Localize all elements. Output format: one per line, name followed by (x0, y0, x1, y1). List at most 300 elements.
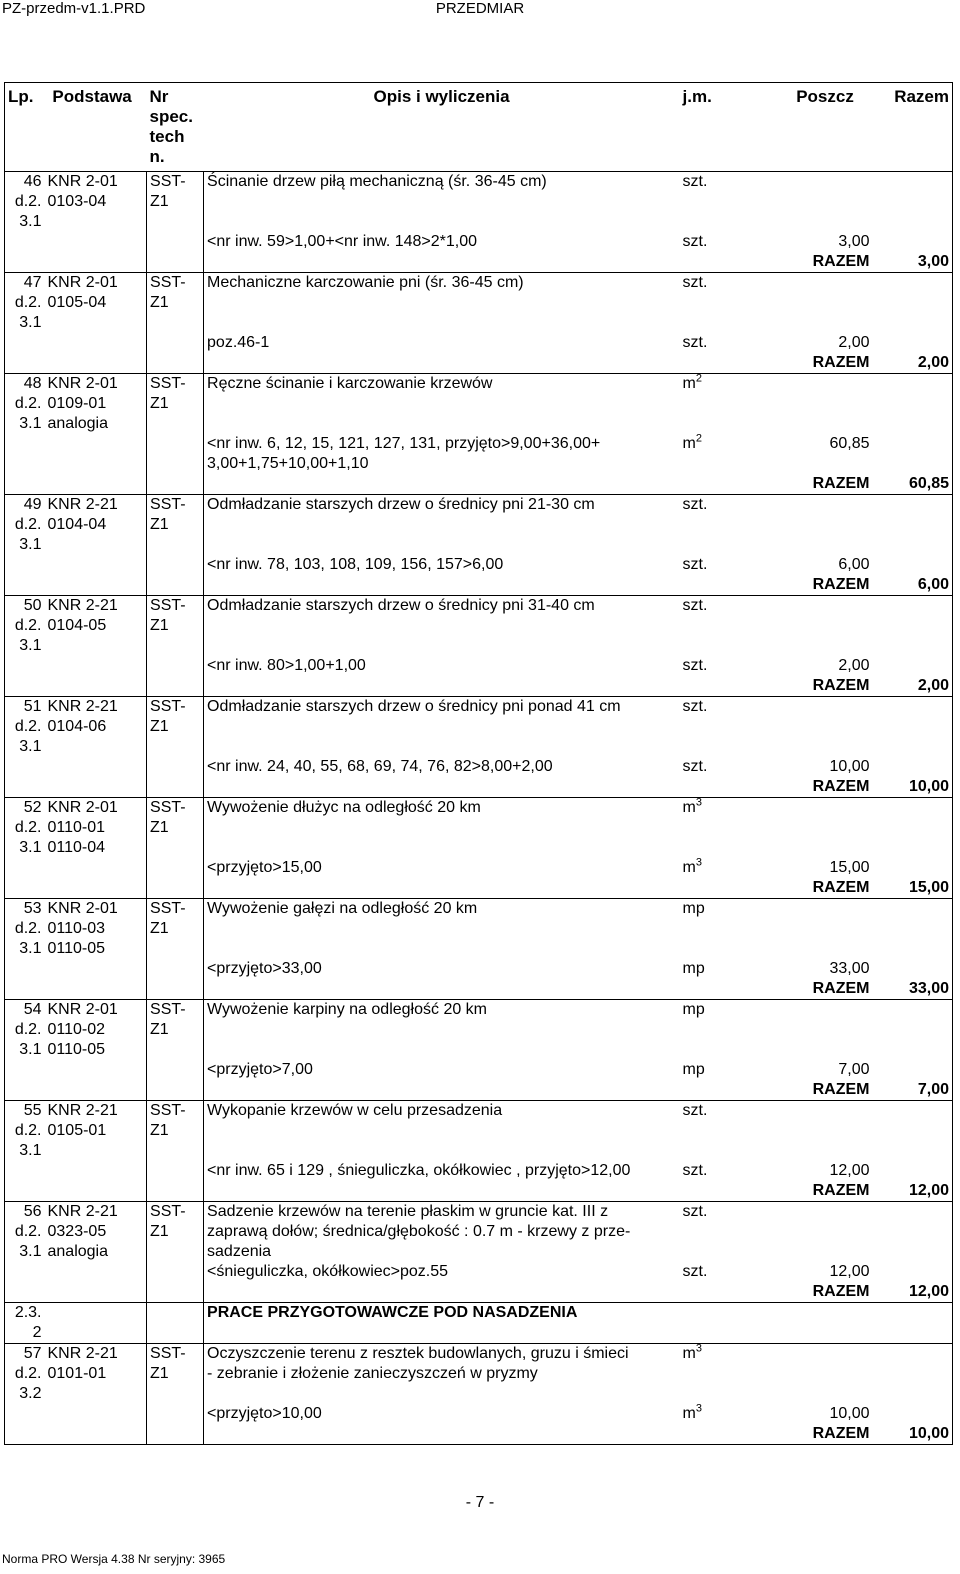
empty-cell (778, 919, 873, 939)
item-description (204, 616, 680, 636)
empty-cell (680, 252, 778, 273)
calc-text: <nr inw. 24, 40, 55, 68, 69, 74, 76, 82>8,00+2,00 (207, 758, 553, 775)
item-unit: szt. (682, 1102, 708, 1119)
item-lp: 55 (5, 1101, 45, 1122)
item-lp: d.2. (5, 394, 45, 414)
empty-cell (147, 555, 204, 575)
item-spec: SST- (147, 1000, 204, 1021)
empty-cell (873, 515, 953, 535)
col-jm: j.m. (680, 83, 778, 172)
item-row (5, 1202, 953, 1223)
empty-cell (204, 676, 680, 697)
item-description (204, 636, 680, 656)
item-lp: d.2. (5, 192, 45, 212)
calc-poszcz: 2,00 (838, 657, 870, 674)
empty-cell (873, 939, 953, 959)
empty-cell (204, 252, 680, 273)
empty-cell (147, 232, 204, 252)
item-podstawa (45, 1141, 147, 1161)
calc-row (5, 555, 953, 575)
empty-cell (873, 858, 953, 878)
calc-unit: mp (682, 960, 705, 977)
empty-cell (45, 555, 147, 575)
razem-label: RAZEM (778, 979, 873, 1000)
empty-cell (45, 1060, 147, 1080)
item-row (5, 798, 953, 819)
item-description: Odmładzanie starszych drzew o średnicy pni 21-30 cm (207, 496, 595, 513)
item-unit: szt. (682, 274, 708, 291)
section-row (5, 1303, 953, 1324)
section-lp: 2 (5, 1323, 45, 1344)
item-row (5, 899, 953, 920)
empty-cell (147, 979, 204, 1000)
page-number: - 7 - (465, 1494, 495, 1511)
empty-cell (147, 959, 204, 979)
empty-cell (147, 1040, 204, 1060)
razem-label: RAZEM (778, 1080, 873, 1101)
empty-cell (778, 172, 873, 193)
razem-label: RAZEM (778, 878, 873, 899)
empty-cell (873, 1101, 953, 1122)
empty-cell (45, 1181, 147, 1202)
empty-cell (680, 1222, 778, 1242)
calc-unit: szt. (682, 334, 708, 351)
item-row (5, 838, 953, 858)
empty-cell (873, 212, 953, 232)
item-spec: Z1 (147, 1222, 204, 1242)
empty-cell (45, 878, 147, 899)
empty-cell (5, 1404, 45, 1424)
item-podstawa: 0103-04 (45, 192, 147, 212)
item-lp: 3.1 (5, 212, 45, 232)
calc-row (5, 858, 953, 878)
empty-cell (45, 232, 147, 252)
empty-cell (5, 878, 45, 899)
empty-cell (147, 333, 204, 353)
empty-cell (873, 919, 953, 939)
item-podstawa: 0101-01 (45, 1364, 147, 1384)
item-podstawa: 0110-04 (45, 838, 147, 858)
item-spec: SST- (147, 798, 204, 819)
empty-cell (147, 212, 204, 232)
empty-cell (778, 535, 873, 555)
calc-text: <nr inw. 80>1,00+1,00 (207, 657, 366, 674)
item-spec: Z1 (147, 616, 204, 636)
item-row (5, 697, 953, 718)
item-podstawa (45, 313, 147, 333)
razem-value: 60,85 (873, 474, 953, 495)
empty-cell (778, 596, 873, 617)
empty-cell (778, 636, 873, 656)
item-lp: 3.1 (5, 838, 45, 858)
empty-cell (5, 252, 45, 273)
calc-text: <nr inw. 78, 103, 108, 109, 156, 157>6,00 (207, 556, 504, 573)
empty-cell (147, 1181, 204, 1202)
calc-row (5, 757, 953, 777)
item-podstawa: KNR 2-01 (45, 798, 147, 819)
page-header (0, 0, 960, 18)
empty-cell (45, 474, 147, 495)
empty-cell (204, 777, 680, 798)
empty-cell (147, 434, 204, 454)
item-row (5, 495, 953, 516)
calc-poszcz: 12,00 (829, 1162, 870, 1179)
item-spec: SST- (147, 1101, 204, 1122)
item-description: Wywożenie dłużyc na odległość 20 km (207, 799, 481, 816)
empty-cell (45, 1282, 147, 1303)
calc-poszcz: 7,00 (838, 1061, 870, 1078)
item-lp: 57 (5, 1344, 45, 1365)
empty-cell (873, 757, 953, 777)
empty-cell (5, 676, 45, 697)
item-unit: $m^3$ (682, 796, 702, 816)
calc-poszcz: 2,00 (838, 334, 870, 351)
empty-cell (204, 1181, 680, 1202)
item-row (5, 1141, 953, 1161)
razem-label: RAZEM (778, 1424, 873, 1445)
empty-cell (778, 1000, 873, 1021)
empty-cell (5, 1181, 45, 1202)
item-description: Sadzenie krzewów na terenie płaskim w gruncie kat. III z (207, 1203, 609, 1220)
table-header-row (5, 83, 953, 172)
document-title: PRZEDMIAR (435, 0, 525, 17)
empty-cell (147, 454, 204, 474)
empty-cell (204, 1080, 680, 1101)
empty-cell (45, 1161, 147, 1181)
empty-cell (778, 515, 873, 535)
empty-cell (778, 192, 873, 212)
calc-row (5, 232, 953, 252)
item-podstawa: analogia (45, 1242, 147, 1262)
empty-cell (5, 474, 45, 495)
empty-cell (680, 777, 778, 798)
calc-unit: szt. (682, 758, 708, 775)
col-nrspec: Nr spec. tech n. (147, 83, 204, 172)
razem-row (5, 353, 953, 374)
empty-cell (45, 252, 147, 273)
empty-cell (147, 575, 204, 596)
item-lp: d.2. (5, 616, 45, 636)
empty-cell (873, 656, 953, 676)
empty-cell (45, 656, 147, 676)
empty-cell (680, 1080, 778, 1101)
empty-cell (45, 1323, 147, 1344)
empty-cell (45, 979, 147, 1000)
item-description: - zebranie i złożenie zanieczyszczeń w pryzmy (207, 1365, 538, 1382)
empty-cell (873, 313, 953, 333)
empty-cell (45, 777, 147, 798)
empty-cell (147, 939, 204, 959)
empty-cell (873, 1242, 953, 1262)
item-row (5, 1222, 953, 1242)
razem-label: RAZEM (778, 474, 873, 495)
item-description (204, 515, 680, 535)
empty-cell (5, 656, 45, 676)
empty-cell (147, 1060, 204, 1080)
calc-unit: $m^3$ (682, 856, 702, 876)
empty-cell (873, 596, 953, 617)
empty-cell (147, 414, 204, 434)
item-unit: szt. (682, 597, 708, 614)
empty-cell (147, 1404, 204, 1424)
item-lp: 49 (5, 495, 45, 516)
item-unit: mp (682, 900, 705, 917)
item-row (5, 616, 953, 636)
empty-cell (680, 293, 778, 313)
empty-cell (45, 1404, 147, 1424)
item-row (5, 1000, 953, 1021)
empty-cell (873, 1202, 953, 1223)
empty-cell (873, 737, 953, 757)
item-row (5, 172, 953, 193)
empty-cell (873, 818, 953, 838)
empty-cell (680, 616, 778, 636)
header-lp-podstawa (5, 83, 147, 172)
empty-cell (147, 757, 204, 777)
razem-row (5, 676, 953, 697)
empty-cell (204, 1323, 680, 1344)
razem-label: RAZEM (778, 1282, 873, 1303)
razem-row (5, 1424, 953, 1445)
item-row (5, 1121, 953, 1141)
empty-cell (778, 1202, 873, 1223)
col-podstawa: Podstawa (52, 87, 132, 106)
calc-unit: $m^2$ (682, 432, 702, 452)
calc-text: 3,00+1,75+10,00+1,10 (207, 455, 369, 472)
item-unit: szt. (682, 173, 708, 190)
razem-label: RAZEM (778, 1181, 873, 1202)
item-lp: 3.1 (5, 535, 45, 555)
item-row (5, 273, 953, 294)
item-description (204, 1040, 680, 1060)
empty-cell (204, 1424, 680, 1445)
empty-cell (778, 273, 873, 294)
empty-cell (147, 353, 204, 374)
empty-cell (147, 1384, 204, 1404)
item-lp: d.2. (5, 1222, 45, 1242)
item-podstawa (45, 535, 147, 555)
empty-cell (147, 1161, 204, 1181)
empty-cell (45, 858, 147, 878)
empty-cell (5, 1060, 45, 1080)
empty-cell (873, 717, 953, 737)
empty-cell (873, 838, 953, 858)
item-podstawa: KNR 2-21 (45, 697, 147, 718)
empty-cell (873, 1323, 953, 1344)
empty-cell (680, 1141, 778, 1161)
empty-cell (778, 1101, 873, 1122)
empty-cell (680, 717, 778, 737)
item-podstawa (45, 737, 147, 757)
razem-value: 2,00 (873, 353, 953, 374)
empty-cell (5, 454, 45, 474)
empty-cell (147, 676, 204, 697)
item-description (204, 939, 680, 959)
empty-cell (680, 1303, 778, 1324)
item-spec: SST- (147, 899, 204, 920)
item-row (5, 1242, 953, 1262)
item-podstawa: 0323-05 (45, 1222, 147, 1242)
empty-cell (680, 212, 778, 232)
razem-row (5, 1080, 953, 1101)
item-description: zaprawą dołów; średnica/głębokość : 0.7 m - krzewy z prze- (207, 1223, 631, 1240)
empty-cell (45, 959, 147, 979)
razem-value: 33,00 (873, 979, 953, 1000)
item-description (204, 818, 680, 838)
empty-cell (873, 1060, 953, 1080)
empty-cell (873, 1222, 953, 1242)
calc-unit: $m^3$ (682, 1402, 702, 1422)
item-description (204, 535, 680, 555)
empty-cell (778, 212, 873, 232)
empty-cell (873, 414, 953, 434)
empty-cell (680, 737, 778, 757)
razem-value: 15,00 (873, 878, 953, 899)
razem-value: 10,00 (873, 777, 953, 798)
item-lp: 3.1 (5, 414, 45, 434)
empty-cell (873, 172, 953, 193)
razem-row (5, 777, 953, 798)
empty-cell (680, 313, 778, 333)
empty-cell (45, 757, 147, 777)
empty-cell (204, 353, 680, 374)
item-row (5, 1384, 953, 1404)
empty-cell (873, 1000, 953, 1021)
item-unit: szt. (682, 496, 708, 513)
item-lp: d.2. (5, 1364, 45, 1384)
empty-cell (5, 1262, 45, 1282)
calc-unit: mp (682, 1061, 705, 1078)
item-podstawa: 0104-06 (45, 717, 147, 737)
empty-cell (45, 1384, 147, 1404)
item-row (5, 1101, 953, 1122)
item-spec: Z1 (147, 394, 204, 414)
empty-cell (204, 474, 680, 495)
empty-cell (147, 1242, 204, 1262)
empty-cell (778, 1384, 873, 1404)
empty-cell (147, 1282, 204, 1303)
razem-row (5, 1282, 953, 1303)
empty-cell (147, 878, 204, 899)
item-row (5, 737, 953, 757)
empty-cell (778, 697, 873, 718)
empty-cell (873, 1161, 953, 1181)
empty-cell (873, 697, 953, 718)
empty-cell (873, 394, 953, 414)
item-lp: 3.1 (5, 636, 45, 656)
item-row (5, 414, 953, 434)
item-spec: SST- (147, 495, 204, 516)
estimate-table (4, 82, 953, 1445)
item-lp: 3.1 (5, 1040, 45, 1060)
item-description: Odmładzanie starszych drzew o średnicy pni 31-40 cm (207, 597, 595, 614)
razem-value: 3,00 (873, 252, 953, 273)
empty-cell (45, 676, 147, 697)
empty-cell (680, 838, 778, 858)
empty-cell (873, 1020, 953, 1040)
calc-unit: szt. (682, 556, 708, 573)
item-lp: d.2. (5, 1121, 45, 1141)
item-lp: 3.1 (5, 1242, 45, 1262)
item-podstawa: 0110-03 (45, 919, 147, 939)
empty-cell (778, 495, 873, 516)
item-description (204, 838, 680, 858)
calc-poszcz: 60,85 (829, 435, 870, 452)
empty-cell (147, 1303, 204, 1324)
calc-text: <nr inw. 59>1,00+<nr inw. 148>2*1,00 (207, 233, 478, 250)
empty-cell (45, 1303, 147, 1324)
item-row (5, 515, 953, 535)
empty-cell (680, 1424, 778, 1445)
empty-cell (680, 192, 778, 212)
empty-cell (873, 1262, 953, 1282)
razem-value: 12,00 (873, 1181, 953, 1202)
empty-cell (873, 1141, 953, 1161)
empty-cell (147, 252, 204, 273)
item-description (204, 394, 680, 414)
item-description (204, 313, 680, 333)
calc-text: <przyjęto>15,00 (207, 859, 322, 876)
empty-cell (45, 454, 147, 474)
empty-cell (778, 1121, 873, 1141)
item-lp: d.2. (5, 293, 45, 313)
empty-cell (45, 1424, 147, 1445)
calc-row (5, 959, 953, 979)
empty-cell (873, 636, 953, 656)
item-lp: 3.1 (5, 737, 45, 757)
empty-cell (778, 798, 873, 819)
calc-poszcz: 15,00 (829, 859, 870, 876)
empty-cell (873, 1364, 953, 1384)
razem-row (5, 878, 953, 899)
empty-cell (680, 414, 778, 434)
item-spec: SST- (147, 273, 204, 294)
item-podstawa: 0104-05 (45, 616, 147, 636)
calc-poszcz: 33,00 (829, 960, 870, 977)
item-podstawa: 0110-01 (45, 818, 147, 838)
item-podstawa: 0105-04 (45, 293, 147, 313)
calc-text: poz.46-1 (207, 334, 270, 351)
empty-cell (147, 1262, 204, 1282)
item-spec: Z1 (147, 192, 204, 212)
empty-cell (680, 1181, 778, 1202)
item-row (5, 636, 953, 656)
item-row (5, 717, 953, 737)
item-spec: SST- (147, 172, 204, 193)
empty-cell (5, 353, 45, 374)
item-row (5, 313, 953, 333)
empty-cell (873, 1121, 953, 1141)
item-lp: 3.1 (5, 1141, 45, 1161)
empty-cell (147, 858, 204, 878)
empty-cell (873, 1404, 953, 1424)
item-spec: SST- (147, 1202, 204, 1223)
item-row (5, 939, 953, 959)
item-description (204, 414, 680, 434)
item-unit: mp (682, 1001, 705, 1018)
item-podstawa (45, 212, 147, 232)
item-spec: Z1 (147, 515, 204, 535)
item-spec: Z1 (147, 818, 204, 838)
empty-cell (680, 394, 778, 414)
empty-cell (778, 1242, 873, 1262)
calc-text: <śnieguliczka, okółkowiec>poz.55 (207, 1263, 449, 1280)
empty-cell (778, 1303, 873, 1324)
item-lp: 53 (5, 899, 45, 920)
empty-cell (45, 1262, 147, 1282)
empty-cell (147, 313, 204, 333)
empty-cell (778, 899, 873, 920)
